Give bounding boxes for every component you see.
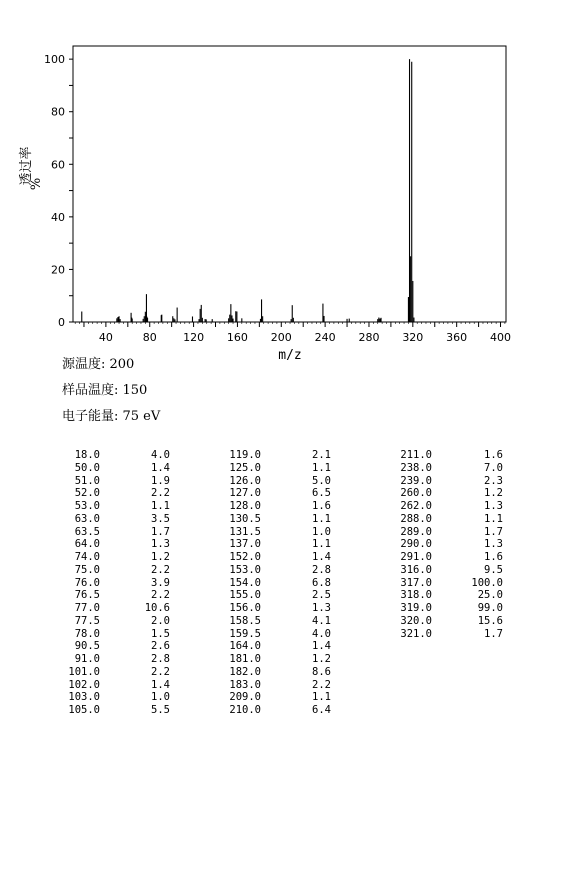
peak-mz-value: 76.5	[74, 589, 100, 602]
peak-table-row	[62, 513, 170, 526]
peak-mz-value: 288.0	[400, 512, 432, 525]
peak-mz-value: 318.0	[400, 589, 432, 602]
peak-intensity-value: 2.8	[151, 653, 170, 665]
peak-mz-value: 101.0	[68, 665, 100, 678]
x-tick-label: 400	[490, 331, 512, 344]
peak-table-row	[390, 500, 503, 513]
x-tick-label: 160	[226, 331, 248, 344]
peak-mz-value: 77.5	[74, 614, 100, 627]
peak-table-row	[220, 462, 331, 475]
x-axis	[75, 322, 511, 344]
peak-table-row	[390, 589, 503, 602]
peak-mz-value: 126.0	[229, 474, 261, 487]
peak-table-row	[62, 500, 170, 513]
peak-mz-value: 290.0	[400, 538, 432, 551]
peak-table-row	[62, 602, 170, 615]
peak-table-row	[220, 538, 331, 551]
peak-intensity-value: 2.2	[151, 563, 170, 576]
peak-intensity-value: 25.0	[477, 589, 503, 602]
peak-intensity-value: 2.0	[151, 614, 170, 627]
peak-mz-value: 164.0	[229, 640, 261, 653]
peak-mz-value: 50.0	[74, 461, 100, 474]
x-tick-label: 200	[270, 331, 292, 344]
peak-intensity-value: 7.0	[484, 461, 503, 474]
peak-mz-value: 75.0	[74, 563, 100, 576]
peak-mz-value: 74.0	[74, 551, 100, 563]
peak-table-row	[220, 513, 331, 526]
peak-table-column-3	[390, 449, 503, 640]
peak-intensity-value: 1.0	[151, 691, 170, 704]
peak-mz-value: 159.5	[229, 627, 261, 640]
peak-intensity-value: 2.3	[484, 474, 503, 487]
peak-intensity-value: 2.6	[151, 640, 170, 653]
peak-mz-value: 102.0	[68, 678, 100, 691]
peak-table-row	[62, 615, 170, 628]
peak-mz-value: 77.0	[74, 602, 100, 614]
peak-table-row	[390, 487, 503, 500]
x-axis-label: m/z	[278, 348, 302, 363]
peak-intensity-value: 1.1	[484, 512, 503, 525]
peak-table-row	[220, 653, 331, 666]
peak-mz-value: 63.0	[74, 512, 100, 525]
peak-mz-value: 18.0	[74, 449, 100, 461]
peak-intensity-value: 9.5	[484, 563, 503, 576]
peak-mz-value: 127.0	[229, 487, 261, 500]
peak-mz-value: 91.0	[74, 653, 100, 665]
peak-mz-value: 239.0	[400, 474, 432, 487]
x-tick-label: 40	[98, 331, 113, 344]
y-tick-label: 100	[44, 53, 65, 67]
peak-mz-value: 289.0	[400, 525, 432, 538]
peak-mz-value: 105.0	[68, 704, 100, 716]
peak-table-row	[390, 475, 503, 488]
peak-mz-value: 321.0	[400, 627, 432, 640]
y-tick-label: 20	[51, 263, 65, 277]
peak-mz-value: 154.0	[229, 576, 261, 589]
x-tick-label: 360	[446, 331, 468, 344]
peak-intensity-value: 1.3	[484, 538, 503, 551]
plot-area	[73, 46, 506, 322]
peak-intensity-value: 1.4	[151, 678, 170, 691]
peak-intensity-value: 5.0	[312, 474, 331, 487]
peak-intensity-value: 4.0	[312, 627, 331, 640]
peak-intensity-value: 1.7	[484, 525, 503, 538]
peak-intensity-value: 6.8	[312, 576, 331, 589]
peak-intensity-value: 1.7	[151, 525, 170, 538]
peak-table-row	[390, 615, 503, 628]
peak-mz-value: 52.0	[74, 487, 100, 500]
peak-table-row	[220, 589, 331, 602]
peak-mz-value: 78.0	[74, 627, 100, 640]
peak-table-row	[220, 666, 331, 679]
peak-table-row	[62, 666, 170, 679]
peak-intensity-value: 1.9	[151, 474, 170, 487]
peak-intensity-value: 4.0	[151, 449, 170, 461]
peak-table-row	[220, 577, 331, 590]
peak-table-row	[62, 704, 170, 717]
peak-mz-value: 209.0	[229, 691, 261, 704]
peak-mz-value: 53.0	[74, 500, 100, 512]
y-axis-label-unit: %	[29, 177, 44, 191]
peak-mz-value: 183.0	[229, 678, 261, 691]
y-tick-label: 0	[58, 316, 65, 329]
peak-intensity-value: 1.1	[312, 461, 331, 474]
peak-mz-value: 51.0	[74, 474, 100, 487]
peak-table-row	[220, 551, 331, 564]
peak-table-row	[390, 577, 503, 590]
peak-table-row	[220, 615, 331, 628]
peak-table-row	[220, 449, 331, 462]
x-tick-label: 280	[358, 331, 380, 344]
peak-mz-value: 119.0	[229, 449, 261, 461]
peak-table-row	[220, 640, 331, 653]
x-tick-label: 320	[402, 331, 424, 344]
peak-intensity-value: 2.2	[151, 589, 170, 602]
peak-intensity-value: 1.3	[151, 538, 170, 551]
peak-intensity-value: 1.1	[312, 691, 331, 704]
peak-table-column-2	[220, 449, 331, 717]
peak-mz-value: 64.0	[74, 538, 100, 551]
peak-intensity-value: 99.0	[477, 602, 503, 614]
peak-table-row	[62, 653, 170, 666]
peak-mz-value: 238.0	[400, 461, 432, 474]
peak-table-row	[62, 526, 170, 539]
peak-intensity-value: 1.1	[151, 500, 170, 512]
peak-table-row	[62, 449, 170, 462]
peak-intensity-value: 2.2	[312, 678, 331, 691]
peak-intensity-value: 1.2	[312, 653, 331, 665]
peak-mz-value: 137.0	[229, 538, 261, 551]
y-axis-label: 透过率	[19, 146, 34, 186]
peak-intensity-value: 1.1	[312, 512, 331, 525]
peak-table-row	[390, 538, 503, 551]
peak-mz-value: 76.0	[74, 576, 100, 589]
peak-mz-value: 158.5	[229, 614, 261, 627]
peak-intensity-value: 3.5	[151, 512, 170, 525]
peak-table-row	[62, 487, 170, 500]
peak-table-row	[62, 551, 170, 564]
peak-table-row	[390, 462, 503, 475]
peak-mz-value: 316.0	[400, 563, 432, 576]
y-tick-label: 40	[51, 210, 65, 224]
peak-intensity-value: 5.5	[151, 704, 170, 716]
peak-mz-value: 262.0	[400, 500, 432, 512]
peak-intensity-value: 1.1	[312, 538, 331, 551]
plot-border	[73, 46, 506, 322]
peak-table-row	[390, 628, 503, 641]
peak-mz-value: 291.0	[400, 551, 432, 563]
peak-table-row	[62, 462, 170, 475]
peak-intensity-value: 1.4	[151, 461, 170, 474]
peak-table-row	[62, 475, 170, 488]
x-tick-label: 120	[183, 331, 205, 344]
peak-intensity-value: 1.6	[312, 500, 331, 512]
peak-mz-value: 210.0	[229, 704, 261, 716]
peak-mz-value: 155.0	[229, 589, 261, 602]
peak-table-row	[62, 691, 170, 704]
x-tick-label: 240	[314, 331, 336, 344]
y-axis	[44, 53, 73, 329]
y-tick-label: 60	[51, 158, 65, 172]
mass-spectrum-chart	[0, 0, 570, 363]
peak-mz-value: 128.0	[229, 500, 261, 512]
peak-table-row	[220, 602, 331, 615]
peak-intensity-value: 1.4	[312, 640, 331, 653]
peak-table-row	[390, 526, 503, 539]
peak-mz-value: 152.0	[229, 551, 261, 563]
peak-mz-value: 182.0	[229, 665, 261, 678]
peak-mz-value: 131.5	[229, 525, 261, 538]
peak-table-row	[62, 640, 170, 653]
peak-mz-value: 260.0	[400, 487, 432, 500]
peak-intensity-value: 1.3	[484, 500, 503, 512]
peak-intensity-value: 1.0	[312, 525, 331, 538]
peak-table-row	[62, 564, 170, 577]
peak-table-row	[62, 679, 170, 692]
peak-mz-value: 156.0	[229, 602, 261, 614]
peak-table-row	[390, 564, 503, 577]
peak-mz-value: 181.0	[229, 653, 261, 665]
peak-intensity-value: 6.4	[312, 704, 331, 716]
peak-mz-value: 211.0	[400, 449, 432, 461]
source-temperature: 源温度: 200	[62, 357, 135, 372]
peak-mz-value: 317.0	[400, 576, 432, 589]
peak-intensity-value: 15.6	[477, 614, 503, 627]
peak-intensity-value: 10.6	[144, 602, 170, 614]
peak-intensity-value: 2.8	[312, 563, 331, 576]
peak-intensity-value: 2.2	[151, 487, 170, 500]
peak-intensity-value: 1.6	[484, 449, 503, 461]
peak-mz-value: 320.0	[400, 614, 432, 627]
peak-table-row	[390, 449, 503, 462]
peak-intensity-value: 8.6	[312, 665, 331, 678]
peak-intensity-value: 1.7	[484, 627, 503, 640]
peak-intensity-value: 2.2	[151, 665, 170, 678]
peak-intensity-value: 2.1	[312, 449, 331, 461]
electron-energy: 电子能量: 75 eV	[62, 409, 161, 424]
peak-table-column-1	[62, 449, 170, 717]
peak-table-row	[220, 500, 331, 513]
peak-table-row	[390, 513, 503, 526]
peak-mz-value: 125.0	[229, 461, 261, 474]
peak-table-row	[390, 602, 503, 615]
peak-intensity-value: 3.9	[151, 576, 170, 589]
peak-intensity-value: 1.6	[484, 551, 503, 563]
peak-bars	[82, 59, 414, 322]
peak-intensity-value: 6.5	[312, 487, 331, 500]
peak-table-row	[220, 679, 331, 692]
peak-table-row	[62, 577, 170, 590]
peak-mz-value: 103.0	[68, 691, 100, 704]
peak-intensity-value: 1.2	[484, 487, 503, 500]
peak-intensity-value: 1.5	[151, 627, 170, 640]
peak-table-row	[220, 691, 331, 704]
y-tick-label: 80	[51, 105, 65, 119]
peak-intensity-value: 100.0	[471, 576, 503, 589]
peak-intensity-value: 1.2	[151, 551, 170, 563]
peak-table-row	[62, 628, 170, 641]
peak-table-row	[220, 564, 331, 577]
peak-intensity-value: 1.4	[312, 551, 331, 563]
peak-table-row	[220, 628, 331, 641]
peak-table-row	[62, 538, 170, 551]
peak-mz-value: 63.5	[74, 525, 100, 538]
peak-table-row	[62, 589, 170, 602]
peak-table-row	[220, 487, 331, 500]
peak-table-row	[220, 704, 331, 717]
peak-table-row	[220, 526, 331, 539]
peak-table-row	[220, 475, 331, 488]
peak-table-row	[390, 551, 503, 564]
peak-mz-value: 153.0	[229, 563, 261, 576]
peak-intensity-value: 2.5	[312, 589, 331, 602]
x-tick-label: 80	[142, 331, 157, 344]
sample-temperature: 样品温度: 150	[62, 383, 148, 398]
peak-mz-value: 130.5	[229, 512, 261, 525]
peak-mz-value: 90.5	[74, 640, 100, 653]
peak-intensity-value: 1.3	[312, 602, 331, 614]
peak-mz-value: 319.0	[400, 602, 432, 614]
peak-intensity-value: 4.1	[312, 614, 331, 627]
